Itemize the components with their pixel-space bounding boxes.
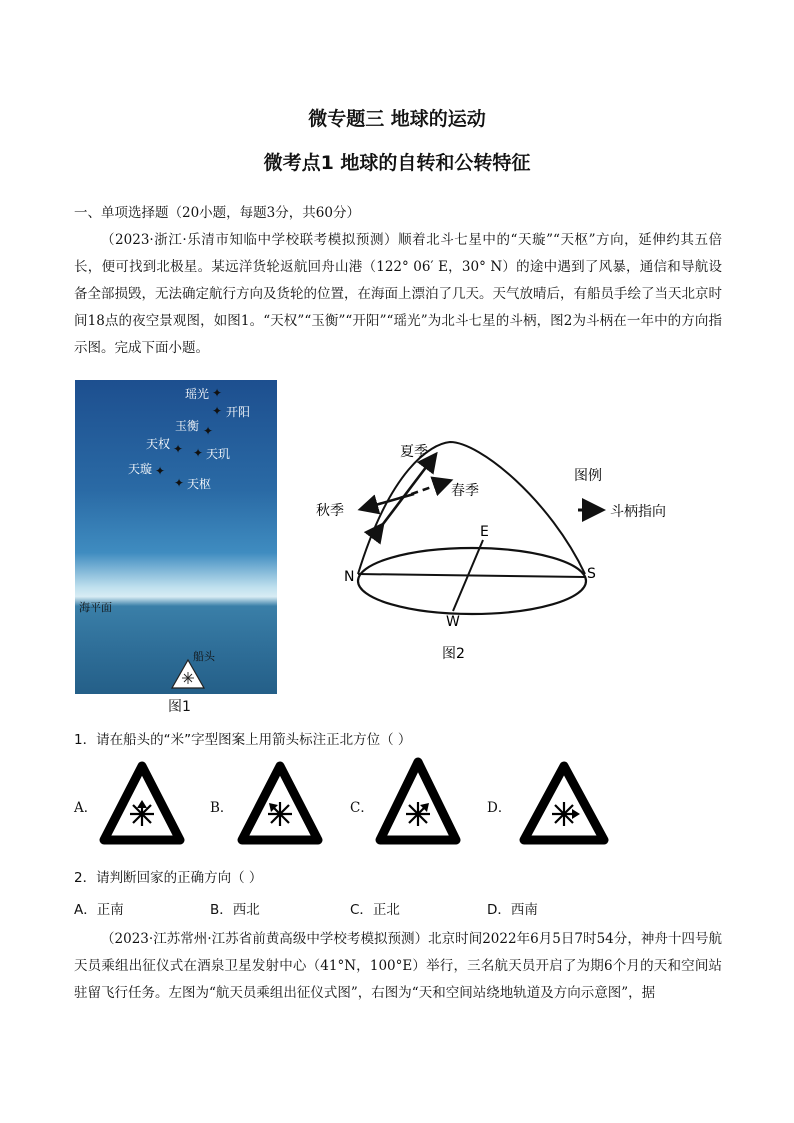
figure-1-caption: 图1 — [168, 699, 191, 715]
label-e: E — [480, 524, 489, 540]
star-icon: ✦ — [203, 424, 214, 438]
legend-title: 图例 — [574, 468, 602, 484]
q1-option-b-label[interactable]: B． — [210, 800, 234, 816]
label-n: N — [344, 569, 355, 585]
star-label-yuheng: 玉衡 — [175, 419, 200, 433]
figure-2-caption: 图2 — [442, 646, 465, 662]
question-2-text: 2．请判断回家的正确方向（ ） — [74, 870, 263, 886]
star-label-tianquan: 天权 — [146, 437, 171, 451]
star-label-tianji: 天玑 — [206, 447, 231, 461]
bow-triangle-icon — [170, 658, 206, 690]
spring-label: 春季 — [451, 483, 479, 499]
autumn-label: 秋季 — [316, 503, 344, 519]
label-s: S — [587, 566, 596, 582]
q2-option-a[interactable]: A．正南 — [74, 902, 124, 918]
q1-option-d-label[interactable]: D． — [487, 800, 512, 816]
bow-label: 船头 — [193, 650, 215, 663]
q2-option-c[interactable]: C．正北 — [350, 902, 400, 918]
label-w: W — [446, 614, 460, 630]
north-south-line — [358, 574, 585, 577]
star-icon: ✦ — [155, 464, 166, 478]
star-label-kaiyang: 开阳 — [226, 405, 251, 419]
q1-option-a-triangle-icon[interactable] — [100, 762, 184, 846]
sea-level-label: 海平面 — [79, 601, 112, 614]
question-intro-paragraph: （2023·浙江·乐清市知临中学校联考模拟预测）顺着北斗七星中的“天璇”“天枢”方向，延伸约其五倍长，便可找到北极星。某远洋货轮返航回舟山港（122° 06′ E，30° N）的途中遇到了风暴，通信和导航设备全部损毁，无法确定航行方向及货轮的位置，在海面上漂泊了几天。天气放晴后，有船员手绘了当天北京时间18点的夜空景观图，如图1。“天权”“玉衡”“开阳”“瑶光”为北斗七星的斗柄，图2为斗柄在一年中的方向指示图。完成下面小题。 — [74, 232, 722, 356]
question-1-text: 1．请在船头的“米”字型图案上用箭头标注正北方位（ ） — [74, 732, 412, 748]
page-title: 微专题三 地球的运动 — [308, 108, 486, 130]
horizon-ellipse — [358, 548, 586, 614]
next-question-intro-paragraph: （2023·江苏常州·江苏省前黄高级中学校考模拟预测）北京时间2022年6月5日7时54分，神舟十四号航天员乘组出征仪式在酒泉卫星发射中心（41°N，100°E）举行，三名航天员开启了为期6个月的天和空间站驻留飞行任务。左图为“航天员乘组出征仪式图”，右图为“天和空间站绕地轨道及方向示意图”，据 — [74, 931, 722, 1001]
star-label-tianshu: 天枢 — [187, 477, 212, 491]
star-label-tianxuan: 天璇 — [128, 462, 153, 476]
figure-2-diagram — [316, 430, 700, 670]
q1-option-d-triangle-icon[interactable] — [520, 762, 610, 846]
star-icon: ✦ — [212, 386, 223, 400]
q1-option-c-triangle-icon[interactable] — [376, 758, 460, 848]
q2-option-b[interactable]: B．西北 — [210, 902, 260, 918]
figure-1-night-sky — [75, 380, 277, 694]
q2-option-d[interactable]: D．西南 — [487, 902, 538, 918]
page-subtitle: 微考点1 地球的自转和公转特征 — [263, 152, 531, 174]
q1-option-b-triangle-icon[interactable] — [238, 762, 322, 846]
star-label-yaoguang: 瑶光 — [185, 387, 210, 401]
section-heading: 一、单项选择题（20小题，每题3分，共60分） — [74, 205, 360, 221]
star-icon: ✦ — [193, 446, 204, 460]
legend-text: 斗柄指向 — [610, 504, 666, 520]
q1-option-c-label[interactable]: C． — [350, 800, 374, 816]
star-icon: ✦ — [173, 442, 184, 456]
star-icon: ✦ — [212, 404, 223, 418]
dome-outline — [358, 442, 585, 574]
autumn-summer-arrow — [380, 458, 433, 528]
summer-label: 夏季 — [400, 444, 428, 460]
q1-option-a-label[interactable]: A． — [74, 800, 98, 816]
star-icon: ✦ — [174, 476, 185, 490]
